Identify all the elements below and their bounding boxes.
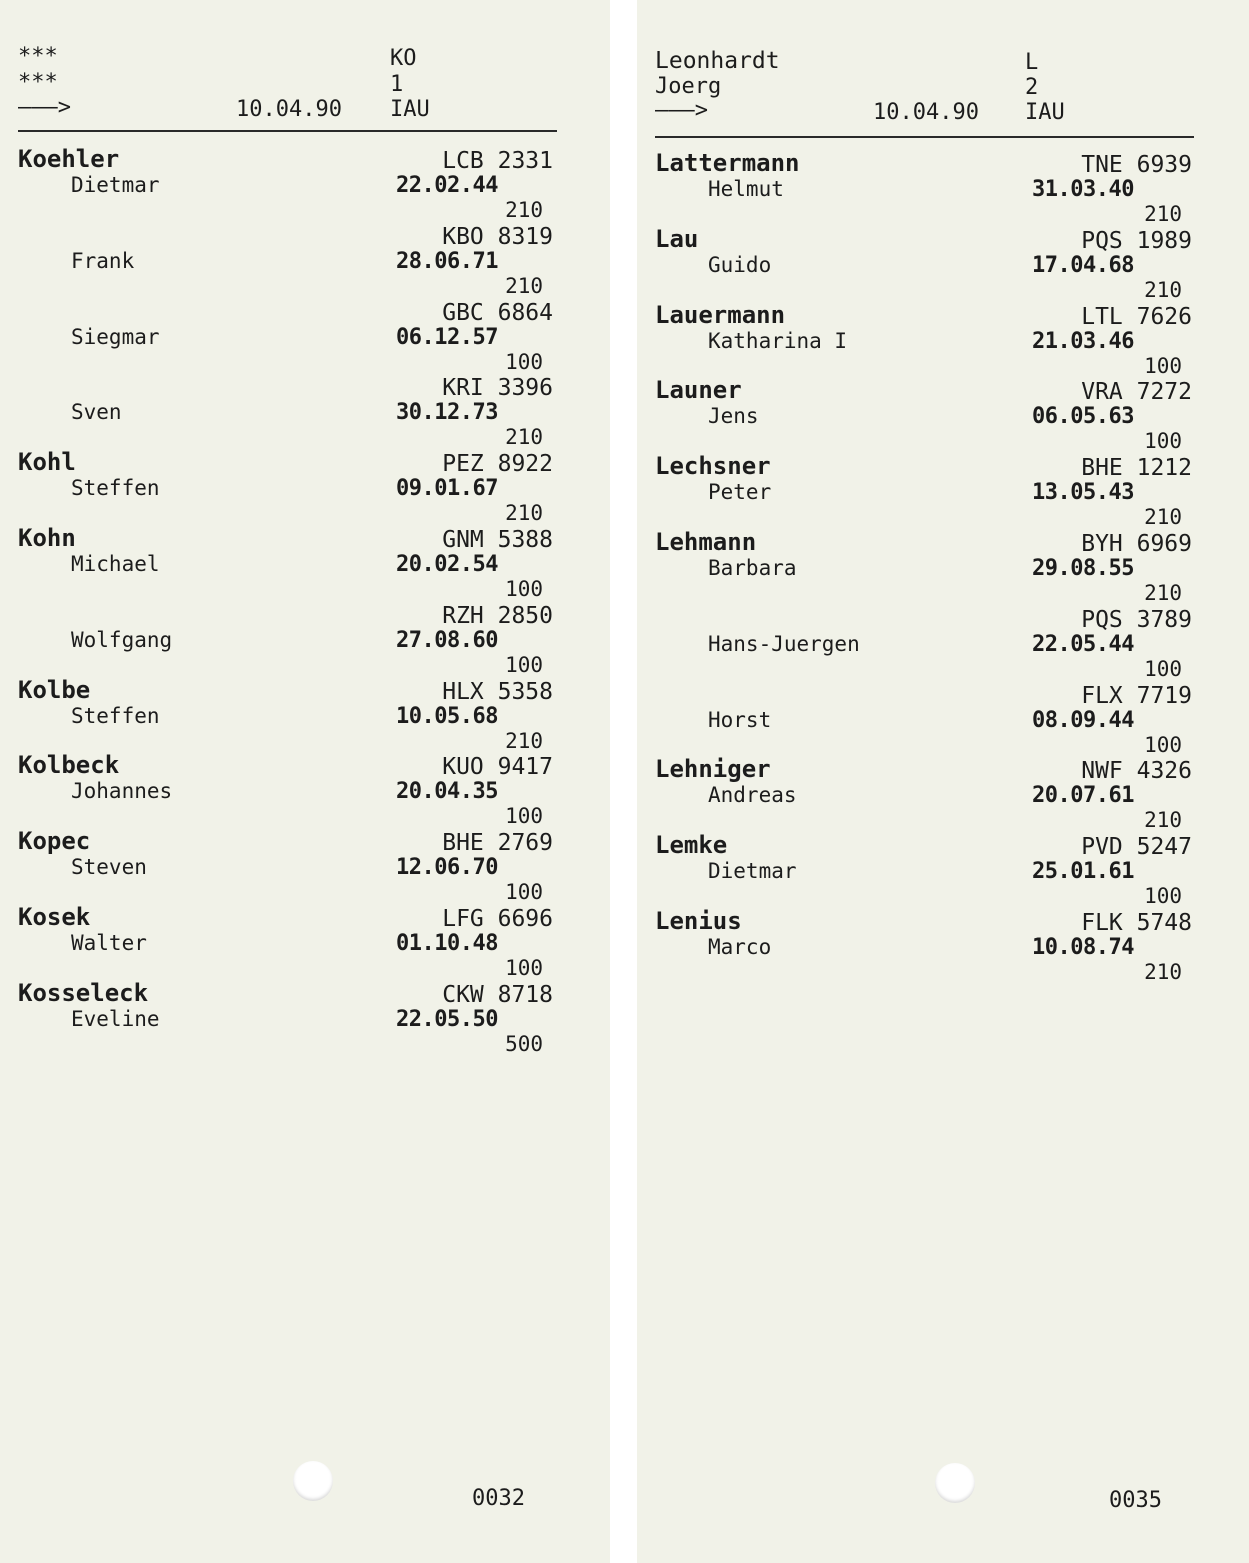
category-number: 210 xyxy=(1144,202,1182,226)
surname: Kolbeck xyxy=(18,751,120,780)
given-name: Siegmar xyxy=(71,324,160,349)
surname: Kosek xyxy=(18,902,91,931)
header-code-line1: L xyxy=(1025,50,1039,75)
surname: Lattermann xyxy=(655,149,800,177)
given-name: Barbara xyxy=(708,555,797,580)
birth-date: 21.03.46 xyxy=(1032,328,1134,354)
header-code-line2: 2 xyxy=(1025,75,1039,100)
surname: Lechsner xyxy=(655,452,771,481)
birth-date: 01.10.48 xyxy=(396,930,498,956)
category-number: 100 xyxy=(1144,656,1182,681)
list-item xyxy=(18,298,553,374)
given-name: Katharina I xyxy=(708,328,848,353)
birth-date: 06.05.63 xyxy=(1032,404,1134,430)
list-item xyxy=(18,601,553,677)
right-card xyxy=(637,0,1249,1563)
left-card xyxy=(0,0,610,1563)
surname: Kopec xyxy=(18,827,91,856)
given-name: Steffen xyxy=(71,703,160,728)
birth-date: 22.05.50 xyxy=(396,1006,498,1032)
given-name: Andreas xyxy=(708,783,797,808)
record-code: BHE 1212 xyxy=(1081,455,1192,482)
header-date: 10.04.90 xyxy=(873,100,979,125)
list-item xyxy=(655,150,1192,226)
record-code: BHE 2769 xyxy=(442,830,553,857)
record-code: RZH 2850 xyxy=(442,602,553,629)
record-code: PEZ 8922 xyxy=(442,451,553,478)
category-number: 210 xyxy=(505,273,543,298)
list-item xyxy=(655,302,1192,378)
record-code: FLX 7719 xyxy=(1081,682,1192,709)
surname: Lemke xyxy=(655,831,728,860)
list-item xyxy=(18,904,553,980)
birth-date: 12.06.70 xyxy=(396,855,498,881)
given-name: Guido xyxy=(708,252,772,277)
birth-date: 25.01.61 xyxy=(1032,859,1134,885)
category-number: 100 xyxy=(505,349,543,374)
page-number: 0032 xyxy=(472,1486,525,1511)
given-name: Michael xyxy=(71,551,160,576)
surname: Kosseleck xyxy=(18,978,149,1007)
header-name-line1: Leonhardt xyxy=(655,48,780,74)
given-name: Dietmar xyxy=(708,859,797,884)
header-divider xyxy=(18,130,557,132)
category-number: 210 xyxy=(1144,808,1182,833)
punch-hole xyxy=(293,1461,333,1501)
surname: Lehniger xyxy=(655,755,771,784)
record-code: PVD 5247 xyxy=(1081,834,1192,861)
category-number: 100 xyxy=(505,955,543,980)
birth-date: 30.12.73 xyxy=(396,400,498,426)
header-code-line1: KO xyxy=(390,46,417,71)
surname: Lau xyxy=(655,224,699,253)
record-code: VRA 7272 xyxy=(1081,379,1192,406)
birth-date: 08.09.44 xyxy=(1032,707,1134,733)
record-code: CKW 8718 xyxy=(442,981,553,1008)
record-code: LFG 6696 xyxy=(442,905,553,932)
category-number: 100 xyxy=(1144,429,1182,454)
given-name: Dietmar xyxy=(71,173,160,197)
header-arrow: ———> xyxy=(18,95,71,120)
given-name: Wolfgang xyxy=(71,627,173,652)
page-number: 0035 xyxy=(1109,1488,1162,1513)
birth-date: 20.04.35 xyxy=(396,779,498,805)
given-name: Steven xyxy=(71,855,147,880)
record-code: TNE 6939 xyxy=(1081,152,1192,178)
header-code-line3: IAU xyxy=(390,97,430,122)
surname: Koehler xyxy=(18,145,120,173)
given-name: Helmut xyxy=(708,177,784,201)
header-arrow: ———> xyxy=(655,98,708,123)
record-code: LCB 2331 xyxy=(442,148,553,174)
surname: Launer xyxy=(655,376,742,405)
list-item xyxy=(18,373,553,449)
list-item xyxy=(655,832,1192,908)
given-name: Walter xyxy=(71,930,147,955)
list-item xyxy=(18,980,553,1056)
record-code: FLK 5748 xyxy=(1081,909,1192,936)
header-name-line2: *** xyxy=(18,70,58,95)
header-date: 10.04.90 xyxy=(236,97,342,122)
category-number: 100 xyxy=(505,804,543,829)
category-number: 100 xyxy=(1144,732,1182,757)
list-item xyxy=(18,449,553,525)
surname: Lehmann xyxy=(655,527,757,556)
category-number: 210 xyxy=(1144,959,1182,984)
record-code: BYH 6969 xyxy=(1081,530,1192,557)
birth-date: 29.08.55 xyxy=(1032,555,1134,581)
birth-date: 31.03.40 xyxy=(1032,177,1134,202)
category-number: 100 xyxy=(1144,884,1182,909)
birth-date: 27.08.60 xyxy=(396,627,498,653)
list-item xyxy=(18,222,553,298)
surname: Lauermann xyxy=(655,300,786,329)
given-name: Eveline xyxy=(71,1006,160,1031)
record-code: KRI 3396 xyxy=(442,375,553,402)
list-item xyxy=(18,677,553,753)
birth-date: 20.07.61 xyxy=(1032,783,1134,809)
given-name: Steffen xyxy=(71,476,160,501)
header-code-line3: IAU xyxy=(1025,100,1065,125)
record-code: NWF 4326 xyxy=(1081,758,1192,785)
category-number: 500 xyxy=(505,1031,543,1056)
birth-date: 22.02.44 xyxy=(396,173,498,198)
category-number: 210 xyxy=(1144,580,1182,605)
given-name: Frank xyxy=(71,248,135,273)
birth-date: 09.01.67 xyxy=(396,476,498,502)
record-code: HLX 5358 xyxy=(442,678,553,705)
given-name: Johannes xyxy=(71,779,173,804)
category-number: 210 xyxy=(1144,277,1182,302)
header-name-line1: *** xyxy=(18,44,58,69)
list-item xyxy=(655,756,1192,832)
birth-date: 20.02.54 xyxy=(396,551,498,577)
punch-hole xyxy=(935,1463,975,1503)
record-code: KUO 9417 xyxy=(442,754,553,781)
category-number: 100 xyxy=(1144,353,1182,378)
category-number: 210 xyxy=(1144,505,1182,530)
record-code: PQS 1989 xyxy=(1081,227,1192,254)
category-number: 210 xyxy=(505,425,543,450)
record-code: GBC 6864 xyxy=(442,299,553,326)
entry-list xyxy=(18,146,553,1056)
list-item xyxy=(18,828,553,904)
birth-date: 06.12.57 xyxy=(396,324,498,350)
given-name: Sven xyxy=(71,400,122,425)
header-code-line2: 1 xyxy=(390,72,404,97)
list-item xyxy=(655,453,1192,529)
list-item xyxy=(18,146,553,222)
birth-date: 10.08.74 xyxy=(1032,934,1134,960)
birth-date: 28.06.71 xyxy=(396,248,498,274)
category-number: 210 xyxy=(505,501,543,526)
header-divider xyxy=(655,136,1194,138)
list-item xyxy=(655,681,1192,757)
given-name: Hans-Juergen xyxy=(708,631,860,656)
list-item xyxy=(655,226,1192,302)
record-code: KBO 8319 xyxy=(442,223,553,250)
list-item xyxy=(18,752,553,828)
category-number: 100 xyxy=(505,576,543,601)
record-code: LTL 7626 xyxy=(1081,303,1192,330)
list-item xyxy=(655,908,1192,984)
category-number: 100 xyxy=(505,652,543,677)
birth-date: 10.05.68 xyxy=(396,703,498,729)
given-name: Horst xyxy=(708,707,772,732)
birth-date: 13.05.43 xyxy=(1032,480,1134,506)
header-name-line2: Joerg xyxy=(655,74,722,99)
given-name: Peter xyxy=(708,480,772,505)
list-item xyxy=(18,525,553,601)
list-item xyxy=(655,377,1192,453)
list-item xyxy=(655,529,1192,605)
surname: Kohl xyxy=(18,448,76,477)
record-code: PQS 3789 xyxy=(1081,606,1192,633)
category-number: 210 xyxy=(505,728,543,753)
category-number: 100 xyxy=(505,880,543,905)
record-code: GNM 5388 xyxy=(442,526,553,553)
category-number: 210 xyxy=(505,198,543,222)
surname: Kolbe xyxy=(18,675,91,704)
entry-list xyxy=(655,150,1192,984)
birth-date: 22.05.44 xyxy=(1032,631,1134,657)
birth-date: 17.04.68 xyxy=(1032,252,1134,278)
given-name: Marco xyxy=(708,934,772,959)
surname: Lenius xyxy=(655,906,742,935)
surname: Kohn xyxy=(18,523,76,552)
given-name: Jens xyxy=(708,404,759,429)
list-item xyxy=(655,605,1192,681)
